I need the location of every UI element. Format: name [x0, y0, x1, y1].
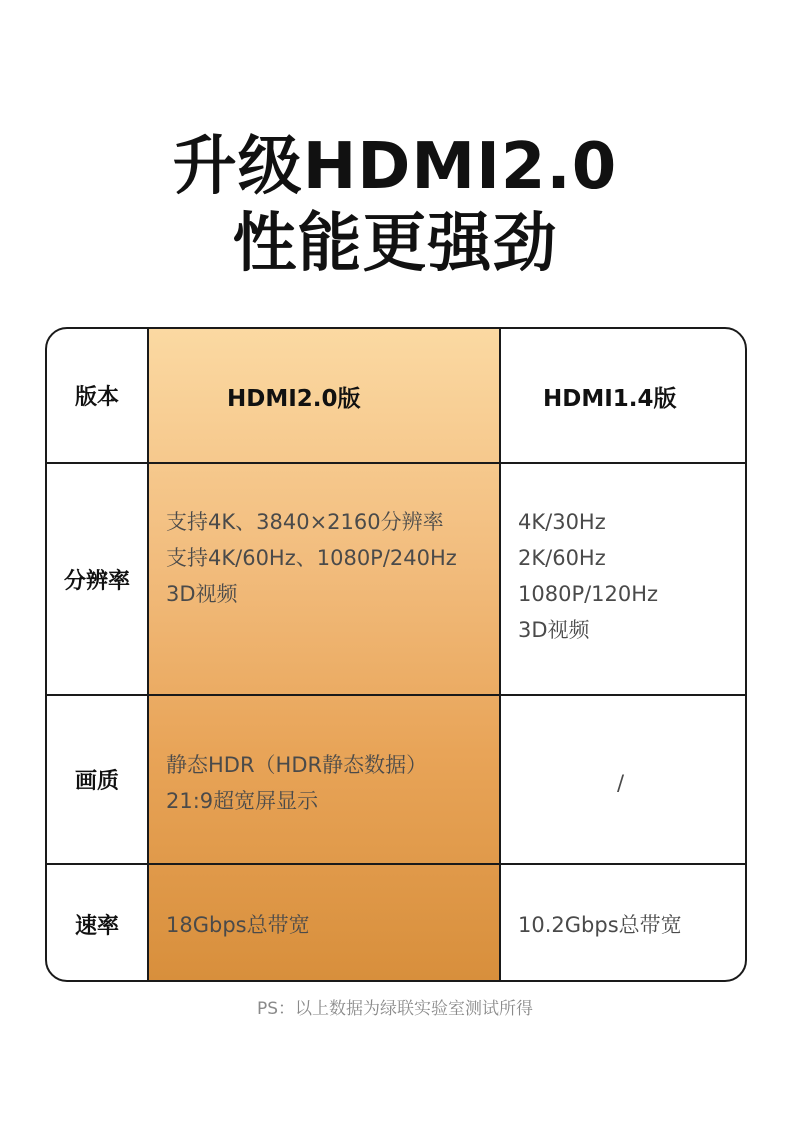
quality-hdmi20: [166, 747, 496, 819]
row-label-quality: 画质: [74, 769, 119, 794]
resolution-hdmi20-line: 支持4K、3840×2160分辨率: [166, 510, 444, 534]
speed-hdmi14-line: 10.2Gbps总带宽: [518, 913, 682, 937]
quality-hdmi14: [617, 765, 657, 801]
comparison-table: [45, 327, 747, 982]
footnote: PS：以上数据为绿联实验室测试所得: [256, 999, 534, 1019]
headline-line-2: 性能更强劲: [232, 207, 558, 281]
header-hdmi20: HDMI2.0版: [227, 386, 361, 412]
speed-hdmi20-line: 18Gbps总带宽: [166, 913, 310, 937]
header-label: 版本: [74, 385, 119, 410]
headline-line-1: 升级HDMI2.0: [172, 130, 618, 204]
resolution-hdmi14: [518, 504, 738, 648]
column-divider: [147, 329, 149, 980]
speed-hdmi14: [518, 907, 738, 943]
row-divider: [47, 863, 745, 865]
resolution-hdmi14-line: 4K/30Hz: [518, 510, 606, 534]
resolution-hdmi14-line: 3D视频: [518, 618, 590, 642]
column-divider: [499, 329, 501, 980]
quality-hdmi14-line: /: [617, 771, 625, 795]
header-hdmi14: HDMI1.4版: [543, 386, 677, 412]
resolution-hdmi14-line: 2K/60Hz: [518, 546, 606, 570]
speed-hdmi20: [166, 907, 496, 943]
resolution-hdmi20-line: 支持4K/60Hz、1080P/240Hz: [166, 546, 457, 570]
resolution-hdmi14-line: 1080P/120Hz: [518, 582, 659, 606]
quality-hdmi20-line: 21:9超宽屏显示: [166, 789, 319, 813]
quality-hdmi20-line: 静态HDR（HDR静态数据）: [166, 753, 428, 777]
row-label-resolution: 分辨率: [63, 568, 130, 594]
resolution-hdmi20-line: 3D视频: [166, 582, 238, 606]
row-label-speed: 速率: [74, 914, 119, 939]
resolution-hdmi20: [166, 504, 496, 612]
row-divider: [47, 694, 745, 696]
